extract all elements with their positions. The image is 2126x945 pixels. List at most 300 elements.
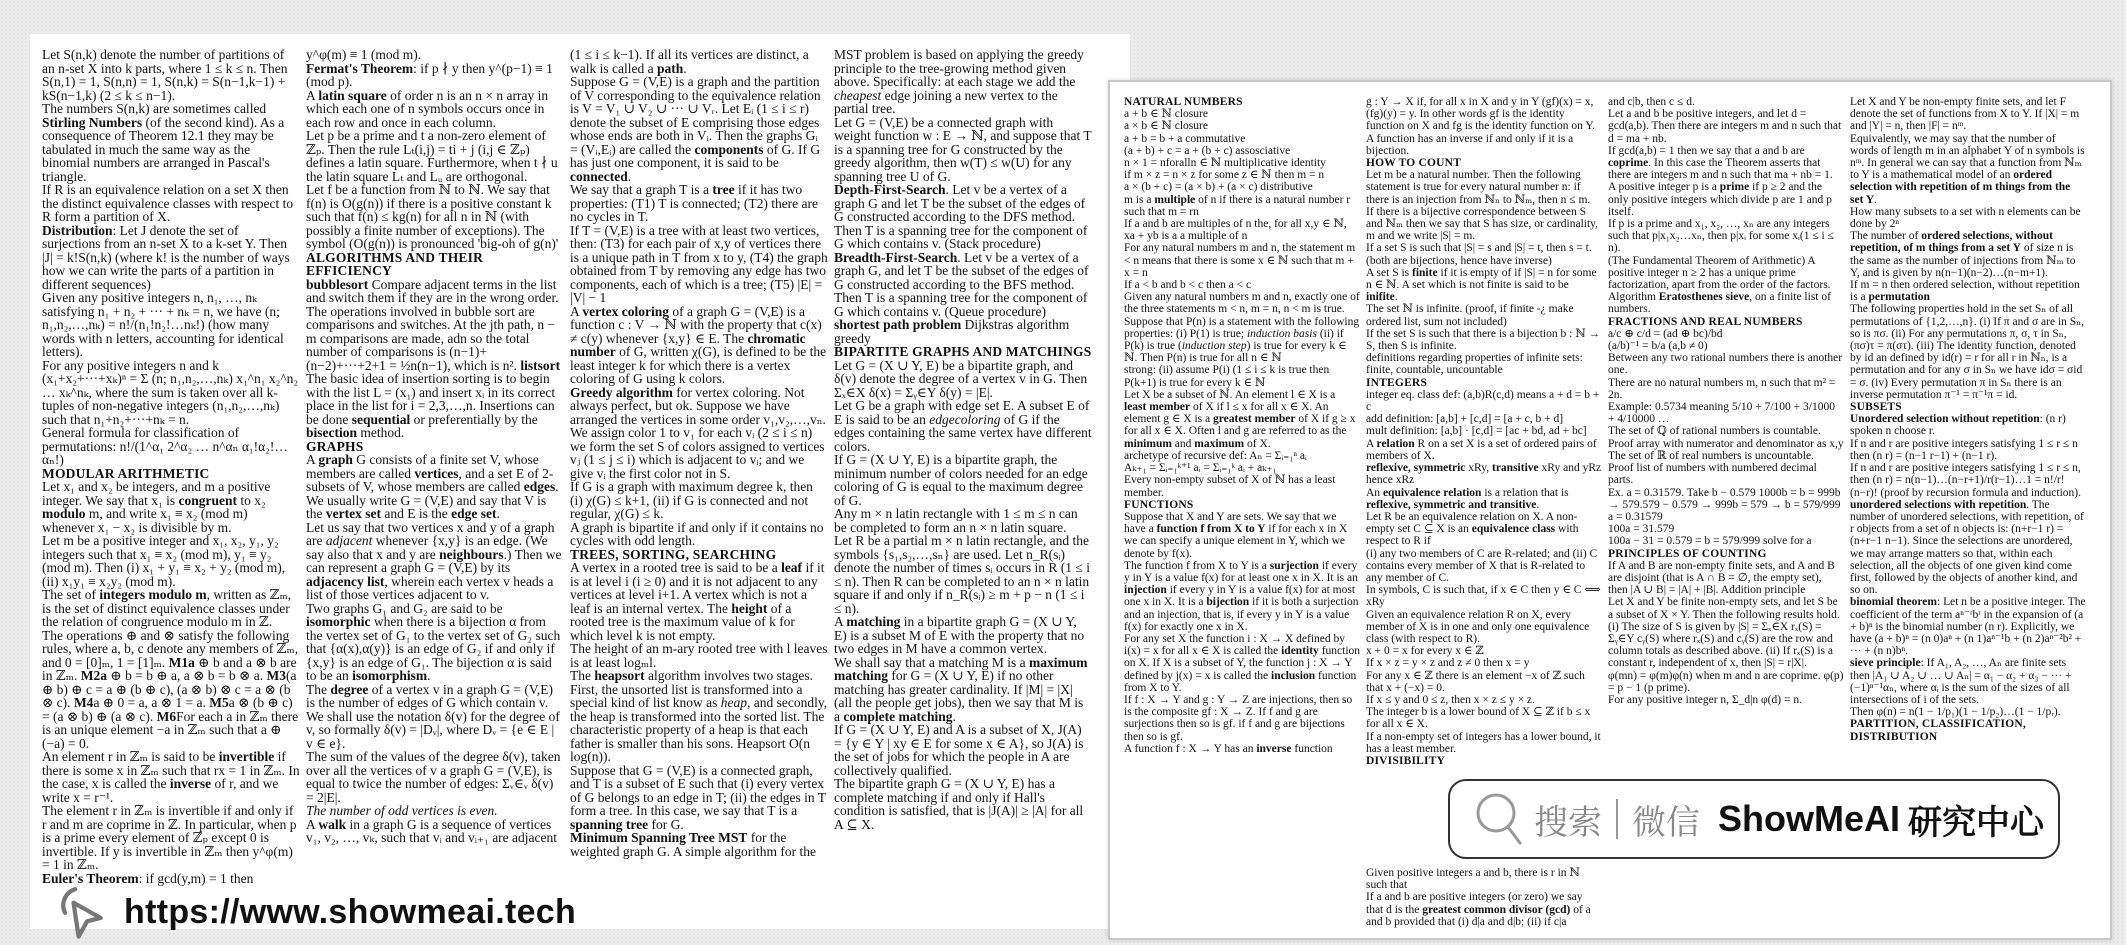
text-run: If T = (V,E) is a tree with at least two vertices, then: (T3) for each pair of x,y of vertices there is a unique path in T from x to y, (T4) the graph obtained from T by removing any edge has two components, each of which is a tree; (T5) |E| = |V| − 1 [570, 222, 828, 305]
bold-term: Distribution [42, 222, 113, 238]
text-run: Suppose that P(n) is a statement with the following properties: (i) P(1) is true; [1124, 315, 1360, 340]
text-run: in a bipartite graph G = (X ∪ Y, E) is a subset M of E with the property that no two edges in M have a common vertex. [834, 614, 1085, 656]
paragraph [834, 723, 1092, 777]
section-heading: FUNCTIONS [1124, 498, 1194, 511]
paragraph [1608, 218, 1844, 255]
text-run: Algorithm [1608, 291, 1659, 304]
text-run: xRy and yRz hence xRz [1366, 462, 1602, 487]
paragraph [1850, 206, 2086, 230]
text-run: Given any natural numbers m and n, exactly one of the three statements m < n, m = n, n < m is true. [1124, 291, 1360, 316]
paragraph [1124, 364, 1360, 388]
front-column-1 [1124, 96, 1360, 755]
text-run: . [1394, 291, 1398, 304]
paragraph [1850, 303, 2086, 401]
bold-term: degree [330, 681, 369, 697]
text-run: An element r in ℤₘ is said to be [42, 749, 219, 764]
text-run: If a set S is such that |S| = s and |S| = t, then s = t. (both are bijections, hence have inverse) [1366, 242, 1592, 267]
text-run: method. [357, 425, 405, 440]
bold-term: finite [1412, 266, 1438, 279]
text-run: (a ⊕ b) ⊕ c = a ⊕ (b ⊕ c), (a ⊗ b) ⊗ c = a ⊗ (b ⊗ c). [42, 668, 297, 710]
text-run: Let X be a subset of ℕ. An element l ∈ X is a [1124, 388, 1336, 401]
text-run: Let G = (X ∪ Y, E) be a bipartite graph, and δ(v) denote the degree of a vertex v in G. Then Σₓ∈X δ(x) = Σᵧ∈Y δ(y) = |E|. [834, 357, 1088, 400]
paragraph [1608, 255, 1844, 292]
paragraph [1366, 731, 1602, 755]
paragraph [1608, 670, 1844, 694]
text-run: , and a set E of 2-subsets of V, whose members are called [306, 465, 554, 494]
paragraph [1608, 438, 1844, 450]
text-run: : If A₁, A₂, …, Aₙ are finite sets then |A₁ ∪ A₂ ∪ … ∪ Aₙ| = α₁ − α₂ + α₃ − ··· + (−1)ⁿ⁻¹αₙ, where αᵢ is the sum of the sizes of all intersections of i of the sets. [1850, 657, 2072, 706]
bold-term: ordered selections, without repetition, of m things from a set Y [1850, 230, 2053, 255]
paragraph [834, 359, 1092, 400]
bold-term: graph [318, 452, 353, 467]
text-run: 100a = 31.579 [1608, 523, 1675, 536]
text-run: edge joining a new vertex to the partial tree. [834, 87, 1058, 116]
text-run: Suppose that G = (V,E) is a connected graph, and T is a subset of E such that (i) every vertex of G belongs to an edge in T; (ii) the edges in T form a tree. In this case, we say that T is a [570, 762, 826, 818]
text-run: function on X. If X is a subset of Y, the function j : X → Y defined by j(x) = x is called the [1124, 645, 1361, 682]
paragraph [1124, 157, 1360, 169]
section-heading: NATURAL NUMBERS [1124, 96, 1243, 108]
text-run: If a and b are multiples of n the, for all x,y ∈ ℕ, xa + yb is a a multiple of n [1124, 218, 1347, 243]
paragraph [1366, 169, 1602, 206]
text-run: if m × z = n × z for some z ∈ ℕ then m = n [1124, 169, 1325, 182]
text-run: function [1291, 742, 1333, 755]
section-heading: GRAPHS [306, 438, 364, 454]
text-run: The set of [42, 587, 100, 602]
paragraph [306, 89, 564, 130]
italic-text: cheapest [834, 87, 882, 103]
back-column-3 [570, 48, 828, 858]
text-run: : Let n be a positive integer. The coefficient of the term aⁿ⁻ʳbʳ in the expansion of (a + b)ⁿ is the binomial number (n r). Explicitly, we have (a + b)ⁿ = (n 0)aⁿ + (n 1)aⁿ⁻¹b + (n 2)aⁿ⁻²b² + ··· + (n n)bⁿ. [1850, 596, 2086, 658]
watermark-url [58, 884, 576, 940]
bold-term: leaf [781, 560, 803, 575]
paragraph [1366, 657, 1602, 669]
text-run: . In this case the Theorem asserts that there are integers m and n such that ma + nb = 1. [1608, 157, 1833, 182]
text-run: Let X and Y be non-empty finite sets, and let F denote the set of functions from X to Y. If |X| = m and |Y| = n, then |F| = nᵐ. [1850, 96, 2080, 133]
paragraph [834, 534, 1092, 615]
bold-term: tree [712, 182, 735, 197]
bold-term: bijection [1206, 596, 1250, 609]
bold-term: bisection [306, 425, 358, 440]
text-run: x + 0 = x for every x ∈ ℤ [1366, 645, 1484, 658]
paragraph [306, 48, 564, 62]
badge-brand-cn: 研究中心 [1908, 802, 2045, 843]
bold-term: M1a [168, 654, 195, 670]
bold-term: unordered selections with repetition [1850, 498, 2027, 511]
text-run: Example: 0.5734 meaning 5/10 + 7/100 + 3/1000 + 4/10000 … [1608, 401, 1835, 426]
text-run: of G. If G has just one component, it is said to be [570, 141, 821, 170]
back-column-4 [834, 48, 1092, 831]
paragraph [306, 804, 564, 818]
bold-term: Stirling Numbers [42, 114, 143, 130]
text-run: for G. [648, 816, 684, 832]
paragraph [1608, 560, 1844, 597]
paragraph [1366, 670, 1602, 694]
paragraph [1608, 523, 1844, 535]
paragraph [1850, 413, 2086, 437]
paragraph [570, 669, 828, 764]
text-run: . Let v be a vertex of a graph G, and let T be the subset of the edges of G constructed according to the BFS method. Then T is a spanning tree for the component of G which contains v. (Queue procedure) [834, 249, 1089, 319]
paragraph [834, 116, 1092, 184]
text-run: of n if there is a natural number r such that m = rn [1124, 193, 1351, 218]
paragraph [1608, 511, 1844, 523]
text-run: and E is the [380, 506, 452, 521]
paragraph [570, 764, 828, 832]
badge-divider [1616, 799, 1618, 839]
paragraph [1366, 609, 1602, 646]
text-run: xRy, [1465, 462, 1492, 475]
paragraph [1124, 291, 1360, 315]
bold-term: vertex coloring [582, 303, 669, 319]
text-run: with respect to R if [1366, 523, 1579, 548]
paragraph [1366, 584, 1602, 608]
text-run: : if p ∤ y then y^(p−1) ≡ 1 (mod p). [306, 60, 553, 89]
text-run: (ii) if P(k) is true ( [1124, 327, 1344, 353]
text-run: If p is a prime and x₁, x₂, …, xₙ are any integers such that p|x₁x₂…xₙ, then p|xᵢ for some xᵢ(1 ≤ i ≤ n). [1608, 218, 1834, 255]
paragraph [1366, 645, 1602, 657]
text-run: The [306, 681, 331, 697]
text-run: algorithm involves two stages. First, the unsorted list is transformed into a special kind of list know as [570, 668, 813, 710]
bold-term: Fermat's Theorem [306, 60, 414, 76]
text-run: of size n is the same as the number of injections from ℕₘ to Y, and is given by n(n−1)(n−2)…(n−m+1). [1850, 242, 2076, 279]
text-run: If R is an equivalence relation on a set X then the distinct equivalence classes with respect to R form a partition of X. [42, 182, 294, 224]
paragraph [1366, 96, 1602, 133]
text-run: The element r in ℤₘ is invertible if and only if r and m are coprime in ℤ. In particular, when p is a prime every element of ℤₚ except 0 is invertible. If y is invertible in ℤₘ then y^φ(m) = 1 in ℤₘ. [42, 803, 297, 872]
text-run: .) Then we can represent a graph G = (V,E) by its [306, 546, 562, 575]
section-heading: HOW TO COUNT [1366, 157, 1462, 170]
text-run: a ⊗ (b ⊕ c) = (a ⊗ b) ⊕ (a ⊗ c). [42, 695, 293, 724]
text-run: of X. [1244, 437, 1271, 450]
paragraph [1608, 694, 1844, 706]
text-run: Given positive integers a and b, there is r in ℕ such that [1366, 867, 1580, 892]
text-run: General formula for classification of permutations: n!/(1^α₁ 2^α₂ … n^αₙ α₁!α₂!…αₙ!) [42, 425, 288, 467]
text-run: The [570, 668, 595, 683]
paragraph [834, 453, 1092, 507]
text-run: A [1366, 437, 1377, 450]
paragraph [1366, 352, 1602, 376]
paragraph [570, 48, 828, 75]
text-run: A function f : X → Y has an [1124, 742, 1257, 755]
text-run: of a graph G = (V,E) is a function c : V → ℕ with the property that c(x) ≠ c(y) whenever {x,y} ∈ E. The [570, 303, 822, 346]
text-run: . Let v be a vertex of a graph G and let T be the subset of the edges of G constructed according to the DFS method. Then T is a spanning tree for the component of G which contains v. (Stack procedure) [834, 182, 1088, 251]
bold-term: connected [570, 168, 628, 184]
bold-term: reflexive, symmetric and transitive [1366, 498, 1537, 511]
text-run: (a + b) + c = a + (b + c) assosciative [1124, 144, 1291, 157]
bold-term: matching [846, 614, 901, 629]
text-run: Let m be a natural number. Then the following statement is true for every natural number n: if there is an injection from ℕₙ to ℕₘ, then n ≤ m. [1366, 169, 1591, 206]
paragraph [1124, 181, 1360, 193]
section-heading: INTEGERS [1366, 376, 1428, 389]
paragraph [42, 750, 300, 804]
bold-term: greatest common divisor (gcd) [1422, 903, 1571, 916]
paragraph [1124, 108, 1360, 120]
text-run: of a rooted tree is the maximum value of k for which level k is not empty. [570, 600, 795, 643]
bold-term: Depth-First-Search [834, 182, 946, 197]
cursor-logo-icon [58, 884, 106, 940]
text-run: The following properties hold in the set Sₙ of all permutations of {1,2,…,n}. (i) If π and σ are in Sₙ, so is πσ. (ii) For any permutations π, σ, τ in Sₙ, (πσ)τ = π(στ). (iii) The identity function, denoted by id an defined by id(r) = r for all r in ℕₙ, is a permutation and for any σ in Sₙ we have idσ = σid = σ. (iv) Every permutation π in Sₙ there is an inverse permutation π⁻¹ = π⁻¹π = id. [1850, 303, 2085, 401]
paragraph [1608, 328, 1844, 340]
text-run: The sum of the values of the degree δ(v), taken over all the vertices of v a graph G = (V,E), is equal to twice the number of edges: Σᵥ∈ᵥ δ(v) = 2|E|. [306, 749, 561, 805]
text-run: y^φ(m) ≡ 1 (mod m). [306, 47, 422, 62]
bold-term: shortest path problem [834, 317, 962, 332]
paragraph [1124, 389, 1360, 450]
text-run: Proof list of numbers with numbered decimal parts. [1608, 462, 1817, 487]
paragraph [306, 521, 564, 602]
paragraph [834, 48, 1092, 116]
bold-term: Greedy algorithm [570, 384, 673, 400]
paragraph [42, 629, 300, 751]
text-run: If n and r are positive integers satisfying 1 ≤ r ≤ n then (n r) = (n−1 r−1) + (n−1 r). [1850, 437, 2078, 462]
paragraph [42, 480, 300, 534]
text-run: integer eq. class def: (a,b)R(c,d) means a + d = b + c [1366, 388, 1600, 414]
paragraph [42, 426, 300, 467]
text-run: For any x ∈ ℤ there is an element −x of ℤ such that x + (−x) = 0. [1366, 669, 1585, 694]
text-run: a = 0.31579 [1608, 510, 1663, 523]
bold-term: inclusion [1271, 669, 1316, 682]
text-run: The height of an m-ary rooted tree with l leaves is at least logₘl. [570, 641, 828, 670]
text-run: , written as ℤₘ, is the set of distinct equivalence classes under the relation of congruence modulo m in ℤ. [42, 587, 292, 629]
bold-term: inverse [1256, 742, 1292, 755]
paragraph [306, 129, 564, 183]
text-run: A function has an inverse if and only if it is a bijection. [1366, 132, 1574, 157]
paragraph [1366, 328, 1602, 352]
text-run: : (n r) spoken n choose r. [1850, 413, 2066, 438]
text-run: Let f be a function from ℕ to ℕ. We say that f(n) is O(g(n)) if there is a positive constant k such that f(n) ≤ kg(n) for all n in ℕ (with possibly a finite number of exceptions). The symbol (O(g(n)) is pronounced 'big-oh of g(n)' [306, 182, 559, 251]
paragraph [1124, 743, 1360, 755]
text-run: We shall say that a matching M is a [834, 654, 1029, 670]
text-run: if it is at level i (i ≥ 0) and it is not adjacent to any vertices at level i+1. A vertex which is not a leaf is an internal vertex. The [570, 560, 825, 616]
paragraph [1850, 706, 2086, 718]
text-run: A [570, 303, 583, 319]
text-run: function from X to Y. [1124, 669, 1357, 694]
bold-term: edge set [451, 506, 497, 521]
text-run: whenever {x,y} is an edge. (We say also that x and y are [306, 533, 548, 562]
bold-term: permutation [1868, 291, 1930, 304]
text-run: In symbols, C is such that, if x ∈ C then y ∈ C ⟺ xRy [1366, 584, 1601, 609]
text-run: The numbers S(n,k) are sometimes called [42, 101, 267, 116]
bold-term: neighbours [439, 546, 504, 562]
paragraph [570, 386, 828, 481]
text-run: The integer b is a lower bound of X ⊆ ℤ if b ≤ x for all x ∈ X. [1366, 706, 1591, 731]
bold-term: isomorphism [352, 668, 428, 683]
text-run: R on a set X is a set of ordered pairs of members of X. [1366, 437, 1597, 462]
bold-term: M4 [73, 695, 94, 710]
text-run: . [427, 668, 431, 683]
text-run: Compare adjacent terms in the list and switch them if they are in the wrong order. The operations involved in bubble sort are comparisons and switches. At the jth path, n − m comparisons are made, adn so the total number of comparisons is (n−1)+(n−2)+···+2+1 = ½n(n−1), which is n². [306, 276, 559, 373]
text-run: The set ℕ is infinite. (proof, if finite -¿ make ordered list, sum not included) [1366, 303, 1574, 328]
paragraph [1608, 425, 1844, 437]
paragraph [42, 291, 300, 359]
bold-term: congruent [178, 492, 237, 508]
paragraph [1366, 303, 1602, 327]
bold-term: heapsort [594, 668, 645, 683]
paragraph [1608, 377, 1844, 401]
text-run: MST problem is based on applying the greedy principle to the tree-growing method given above. Specifically: at each stage we add the [834, 47, 1084, 89]
text-run: when there is a bijection α from the vertex set of G₁ to the vertex set of G₂ such that {α(x),α(y)} is an edge of G₂ if and only if {x,y} is an edge of G₁. The bijection α is said to be an [306, 614, 561, 683]
bold-term: bubblesort [306, 276, 369, 292]
paragraph [306, 818, 564, 845]
text-run: . [496, 506, 500, 521]
text-run: Proof array with numerator and denominator as x,y [1608, 437, 1844, 450]
text-run: φ(mn) = φ(m)φ(n) when m and n are coprime. φ(p) = p − 1 (p prime). [1608, 669, 1844, 694]
paragraph [570, 224, 828, 305]
bold-term: vertex set [325, 506, 381, 521]
text-run: m, and write x₁ ≡ x₂ (mod m) whenever x₁ − x₂ is divisible by m. [42, 506, 248, 535]
text-run: of r, and we write x = r⁻¹. [42, 776, 279, 805]
paragraph [1608, 96, 1844, 108]
paragraph [1366, 891, 1602, 928]
paragraph [1366, 487, 1602, 511]
paragraph [1366, 706, 1602, 730]
watermark-badge [1448, 779, 2060, 859]
italic-text: induction step [1181, 340, 1247, 353]
back-column-1 [42, 48, 300, 885]
text-run: . [1536, 498, 1540, 511]
text-run: archetype of recursive def: Aₙ = Σᵢ₌₁ⁿ aᵢ [1124, 449, 1307, 462]
text-run: a/c ⊕ c/d = (ad ⊕ bc)/bd [1608, 327, 1723, 340]
text-run: Between any two rational numbers there is another one. [1608, 352, 1843, 377]
text-run: Let R be a partial m × n latin rectangle, and the symbols {s₁,s₂,…,sₙ} are used. Let n_R(sᵢ) denote the number of times sᵢ occurs in R (1 ≤ i ≤ n). Then R can be completed to an n × n latin square if and only if n_R(sᵢ) ≥ m + p − n (1 ≤ i ≤ n). [834, 533, 1090, 616]
text-run: Let G be a graph with edge set E. A subset E of E is said to be an [834, 398, 1090, 427]
paragraph [570, 183, 828, 224]
text-run: For any natural numbers m and n, the statement m < n means that there is some x ∈ ℕ such that m + x = n [1124, 242, 1356, 279]
italic-text: The number of odd vertices is even. [306, 803, 498, 818]
text-run: Let a and b be positive integers, and let d = gcd(a,b). Then there are integers m and n such that d = ma + nb. [1608, 108, 1842, 145]
paragraph [306, 453, 564, 521]
text-run: Any m × n latin rectangle with 1 ≤ m ≤ n can be completed to form an n × n latin square. [834, 506, 1078, 535]
bold-term: surjection [1269, 559, 1319, 572]
paragraph [1124, 194, 1360, 218]
paragraph [42, 588, 300, 629]
bold-term: Eratosthenes sieve [1658, 291, 1750, 304]
front-column-4 [1850, 96, 2086, 867]
paragraph [1124, 218, 1360, 242]
section-heading: BIPARTITE GRAPHS AND MATCHINGS [834, 344, 1092, 359]
text-run: A [306, 87, 319, 103]
paragraph [1608, 401, 1844, 425]
text-run: a + b ∈ ℕ closure [1124, 108, 1208, 121]
text-run: in a graph G is a sequence of vertices v₁, v₂, …, vₖ, such that vᵢ and vᵢ₊₁ are adjacent [306, 816, 558, 845]
text-run: If gcd(a,b) = 1 then we say that a and b are [1608, 144, 1805, 157]
bold-term: ordered selection with repetition of m things from the set Y [1850, 169, 2071, 206]
paragraph [1124, 474, 1360, 498]
text-run: for the weighted graph G. A simple algorithm for the [570, 830, 816, 859]
paragraph [1608, 108, 1844, 145]
text-run: For any set X the function i : X → X defined by i(x) = x for all x ∈ X is called the [1124, 632, 1346, 658]
text-run: The operations ⊕ and ⊗ satisfy the following rules, where a, b, c denote any members of ℤₘ, and 0 = [0]ₘ, 1 = [1]ₘ. [42, 627, 299, 670]
section-heading: FRACTIONS AND REAL NUMBERS [1608, 315, 1803, 328]
text-run: a × b ∈ ℕ closure [1124, 120, 1208, 133]
section-heading: MODULAR ARITHMETIC [42, 465, 210, 481]
bold-term: inifite [1366, 291, 1395, 304]
text-run: Suppose G = (V,E) is a graph and the partition of V corresponding to the equivalence relation is V = V₁ ∪ V₂ ∪ ··· ∪ Vᵣ. Let Eᵢ (1 ≤ i ≤ r) denote the subset of E comprising those edges whose ends are both in Vᵢ. Then the graphs Gᵢ = (Vᵢ,Eᵢ) are called the [570, 74, 821, 157]
text-run: If a < b and b < c then a < c [1124, 279, 1252, 292]
text-run: Let S(n,k) denote the number of partitions of an n-set X into k parts, where 1 ≤ k ≤ n. Then S(n,1) = 1, S(n,n) = 1, S(n,k) = S(n−1,k−1) + kS(n−1,k) (2 ≤ k ≤ n−1). [42, 47, 288, 103]
paragraph [1608, 352, 1844, 376]
paragraph [1608, 291, 1844, 315]
text-run: . [952, 708, 956, 724]
text-run: If a non-empty set of integers has a lower bound, it has a least member. [1366, 730, 1601, 755]
text-run: The number of [1850, 230, 1922, 243]
text-run: Every non-empty subset of X of ℕ has a least member. [1124, 474, 1336, 499]
text-run: definitions regarding properties of infinite sets: finite, countable, uncountable [1366, 352, 1583, 377]
bold-term: Breadth-First-Search [834, 249, 958, 265]
bold-term: latin square [318, 87, 387, 103]
paragraph [834, 777, 1092, 831]
bold-term: identity [1281, 645, 1319, 658]
badge-brand: ShowMeAI [1718, 798, 1901, 839]
text-run: if for each x in X we can specify a unique element in Y, which we denote by f(x). [1124, 523, 1348, 560]
paragraph [42, 872, 300, 886]
text-run: If n and r are positive integers satisfying 1 ≤ r ≤ n, then (n r) = n(n−1)…(n−r+1)/r(r−1)…1 = n!/r!(n−r)! (proof by recursion formula and induction). [1850, 462, 2081, 499]
text-run: (a/b)⁻¹ = b/a (a,b ≠ 0) [1608, 340, 1708, 353]
paragraph [570, 521, 828, 548]
paragraph [42, 102, 300, 183]
bold-term: walk [318, 816, 347, 832]
bold-term: minimum [1124, 437, 1172, 450]
text-run: A [834, 614, 847, 629]
paragraph [42, 359, 300, 427]
paragraph [1366, 206, 1602, 243]
paragraph [1850, 657, 2086, 706]
paragraph [306, 278, 564, 440]
bold-term: spanning tree [570, 816, 649, 832]
bold-term: equivalence relation [1382, 486, 1482, 499]
bold-term: path [656, 60, 684, 76]
bold-term: maximum matching [834, 654, 1088, 683]
text-run: Then φ(n) = n(1 − 1/p₁)(1 − 1/p₂)…(1 − 1/pᵣ). [1850, 706, 2061, 719]
text-run: Ex. a = 0.31579. Take b − 0.579 1000b = b = 999b → 579.579 − 0.579 → 999b = 579 → b = 579/999 [1608, 486, 1841, 511]
paragraph [570, 831, 828, 858]
text-run: if it is both a surjection and an injection, that is, if every y in Y is a value f(x) for exactly one x in X. [1124, 596, 1359, 633]
text-run: An [1366, 486, 1383, 499]
section-heading: DIVISIBILITY [1366, 754, 1446, 767]
bold-term: multiple [1154, 193, 1196, 206]
paragraph [1124, 242, 1360, 279]
watermark-url-text: https://www.showmeai.tech [124, 893, 577, 931]
paragraph [306, 750, 564, 804]
paragraph [1850, 596, 2086, 657]
text-run: if every y in Y is a value f(x) for at least one x in X. It is an [1124, 559, 1358, 584]
bold-term: M2a [80, 668, 108, 683]
paragraph [1124, 633, 1360, 694]
text-run: for vertex coloring. Not always perfect, but ok. Suppose we have arranged the vertices in some order v₁,v₂,…,vₙ. We assign color 1 to v₁ for each vᵢ (2 ≤ i ≤ n) we form the set S of colors assigned to vertices vⱼ (1 ≤ j ≤ i) which is adjacent to vᵢ; and we give vᵢ the first color not in S. [570, 384, 826, 481]
text-run: or preferentially by the [410, 411, 538, 427]
bold-term: binomial theorem [1850, 596, 1937, 609]
section-heading: ALGORITHMS AND THEIR EFFICIENCY [306, 249, 484, 278]
paragraph [42, 183, 300, 224]
text-run: if every y in Y is a value f(x) for at most one x in X. It is a [1124, 584, 1356, 609]
text-run: If x × z = y × z and z ≠ 0 then x = y [1366, 657, 1530, 670]
paragraph [1608, 340, 1844, 352]
text-run: A graph is bipartite if and only if it contains no cycles with odd length. [570, 519, 824, 548]
paragraph [306, 62, 564, 89]
text-run: 100a − 31 = 0.579 = b = 579/999 solve for a [1608, 535, 1812, 548]
bold-term: least member [1124, 401, 1191, 414]
text-run: Suppose that X and Y are sets. We say that we have a [1124, 510, 1337, 536]
paragraph [570, 480, 828, 521]
text-run: of a and b provided that (i) d|a and d|b; (ii) if c|a [1366, 903, 1591, 928]
text-run: ⊕ b and a ⊗ b are in ℤₘ. [42, 654, 297, 683]
paragraph [1608, 145, 1844, 182]
text-run: Let X and Y be finite non-empty sets, and let S be a subset of X × Y. Then the following results hold. (i) The size of S is given by |S| = Σₓ∈X rₓ(S) = Σᵧ∈Y cᵧ(S) where rₓ(S) and cᵧ(S) are the row and column totals as described above. (ii) If rₓ(S) is a constant r, independent of x, then |S| = r|X|. [1608, 596, 1840, 670]
paragraph [1850, 230, 2086, 279]
paragraph [1124, 145, 1360, 157]
bold-term: inverse [169, 776, 212, 791]
text-run: of X if l ≤ x for all x ∈ X. An element g ∈ X is a [1124, 401, 1329, 426]
paragraph [570, 305, 828, 386]
paragraph [1124, 560, 1360, 633]
text-run: Given any positive integers n, n₁, …, nₖ satisfying n₁ + n₂ + ··· + nₖ = n, we have (n; n₁,n₂,…,nₖ) = n!/(n₁!n₂!…nₖ!) (how many words with n letters, accounting for identical letters). [42, 290, 284, 359]
